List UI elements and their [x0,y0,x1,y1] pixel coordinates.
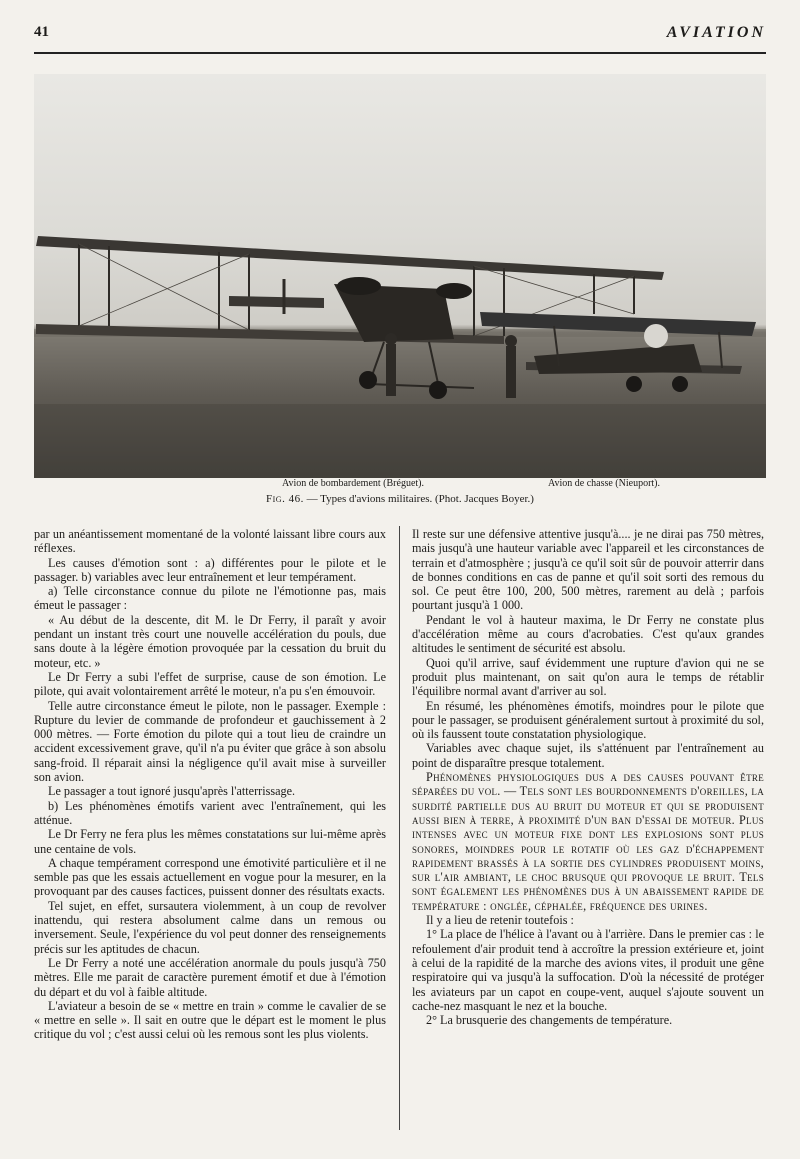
paragraph: Le Dr Ferry a noté une accélération anormale du pouls jusqu'à 750 mètres. Elle me parait de caractère purement émotif et due à l'émotion du départ et du vol à faible altitude. [34,955,386,999]
paragraph: a) Telle circonstance connue du pilote ne l'émotionne pas, mais émeut le passager : [34,584,386,613]
paragraph: Le Dr Ferry ne fera plus les mêmes constatations sur lui-même après une centaine de vols. [34,827,386,856]
paragraph: L'aviateur a besoin de se « mettre en train » comme le cavalier de se « mettre en selle ». Il sait en outre que le départ est le moment le plus critique du vol ; c'est aussi celui où les remous sont les plus violents. [34,998,386,1042]
left-column [34,527,386,1042]
caption-left: Avion de bombardement (Bréguet). [282,478,424,489]
paragraph: Le Dr Ferry a subi l'effet de surprise, cause de son émotion. Le pilote, qui avait volontairement arrêté le moteur, n'a pu s'en émouvoir. [34,669,386,699]
biplanes-illustration [34,74,766,478]
paragraph: En résumé, les phénomènes émotifs, moindres pour le pilote que pour le passager, se produisent généralement surtout à proximité du sol, où ils faussent toute constatation physiologique. [412,698,764,742]
paragraph: Tel sujet, en effet, sursautera violemment, à un coup de revolver inattendu, qui restera absolument calme dans un remous ou inversement. Seule, l'expérience du vol peut donner des renseignements précis sur les aptitudes de chacun. [34,898,386,956]
page-number: 41 [34,24,49,40]
paragraph: Telle autre circonstance émeut le pilote, non le passager. Exemple : Rupture du levier de commande de profondeur et gauchissement à 2 000 mètres. — Forte émotion du pilote qui a tout lieu de craindre un accident excessivement grave, qu'il n'a pu éviter que grâce à son absolu sang-froid. Il réparait ainsi la négligence qu'il avait mise à surveiller son avion. [34,698,386,785]
caption-right: Avion de chasse (Nieuport). [548,478,661,489]
figure-caption [0,493,800,505]
paragraph: Il reste sur une défensive attentive jusqu'à.... je ne dirai pas 750 mètres, mais jusqu'à une hauteur variable avec l'appareil et les circonstances de terrain et d'atmosphère ; jusqu'à ce qu'il soit sûr de pouvoir atterrir dans de bonnes conditions en cas de panne et qu'il soit sorti des remous du sol. Ce peut être 100, 200, 500 mètres, rarement au delà ; parfois pourtant jusqu'à 1 000. [412,527,764,613]
paragraph: A chaque tempérament correspond une émotivité particulière et il ne semble pas que les essais actuellement en vogue pour la mesurer, en la provoquant par des causes factices, puissent donner des résultats exacts. [34,855,386,899]
paragraph: Quoi qu'il arrive, sauf évidemment une rupture d'avion qui ne se produit plus maintenant, on sait qu'on aura le temps de rétablir l'équilibre normal avant d'arriver au sol. [412,655,764,699]
header-rule [34,52,766,54]
section-paragraph: Phénomènes physiologiques dus a des causes pouvant être séparées du vol. — Tels sont les bourdonnements d'oreilles, la surdité partielle dus au bruit du moteur et qui se produisent aussi bien à terre, à proximité d'un ban d'essai de moteur. Plus intenses avec un moteur fixe dont les explosions sont plus sonores, moindres pour le rotatif où les gaz d'échappement rapidement brassés à la sortie des cylindres produisent moins, sur l'air ambiant, le choc brusque qui provoque le bruit. Tels sont également les phénomènes dus à un abaissement rapide de température : onglée, céphalée, fréquence des urines. [412,770,764,913]
running-header [34,24,766,44]
paragraph: 2° La brusquerie des changements de température. [426,1013,673,1028]
right-column [412,527,764,1027]
figure-label: Fig. 46. [266,493,304,505]
journal-title: AVIATION [666,24,766,41]
paragraph: par un anéantissement momentané de la volonté laissant libre cours aux réflexes. [34,527,386,556]
paragraph: b) Les phénomènes émotifs varient avec l'entraînement, qui les atténue. [34,798,386,827]
paragraph: Les causes d'émotion sont : a) différentes pour le pilote et le passager. b) variables avec leur entraînement et leur tempérament. [34,555,386,584]
paragraph: 1° La place de l'hélice à l'avant ou à l'arrière. Dans le premier cas : le refoulement d'air produit tend à accroître la pression extérieure et, joint à celui de la rapidité de la marche des avions vites, il produit une gêne respiratoire qui va jusqu'à la suffocation. D'où la nécessité de protéger les aviateurs par un capot en coupe-vent, auquel s'ajoute souvent un cache-nez masquant le nez et la bouche. [412,927,764,1013]
paragraph: Pendant le vol à hauteur maxima, le Dr Ferry ne constate plus d'accélération même au cours d'acrobaties. C'est qu'aux grandes altitudes le sentiment de sécurité est absolu. [412,612,764,656]
paragraph: Le passager a tout ignoré jusqu'après l'atterrissage. [48,784,296,799]
figure-title: — Types d'avions militaires. (Phot. Jacques Boyer.) [303,493,534,505]
figure-photo [34,74,766,478]
paragraph: Variables avec chaque sujet, ils s'atténuent par l'entraînement au point de disparaître presque totalement. [412,741,764,770]
paragraph: Il y a lieu de retenir toutefois : [426,913,574,928]
paragraph: « Au début de la descente, dit M. le Dr Ferry, il paraît y avoir pendant un instant très court une nouvelle accélération du pouls, due sans doute à la légère émotion provoquée par la cessation du bruit du moteur, etc. » [34,612,386,670]
column-rule [399,526,400,1130]
